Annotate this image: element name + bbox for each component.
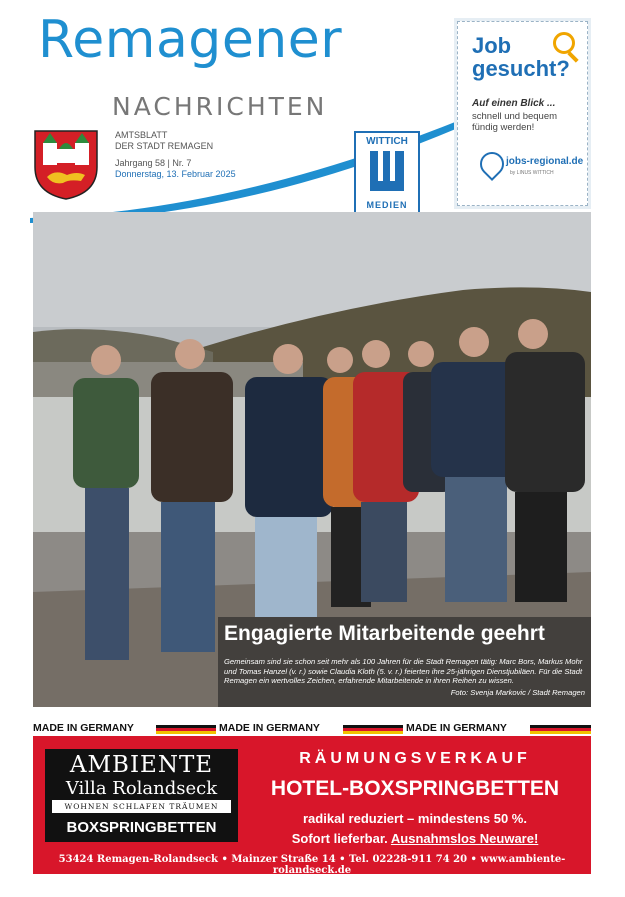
magnifier-icon [553, 32, 575, 54]
ambiente-logo-place: Villa Rolandseck [65, 778, 218, 799]
ambiente-logo-name: AMBIENTE [69, 752, 214, 778]
ad-subheadline: HOTEL-BOXSPRINGBETTEN [270, 777, 560, 800]
amtsblatt-label: AMTSBLATT [115, 130, 168, 140]
job-ad-headline-line2: gesucht? [472, 56, 570, 81]
german-flag-stripe [343, 725, 403, 734]
wittich-label: WITTICH [366, 136, 408, 147]
made-in-germany-3: MADE IN GERMANY [406, 722, 507, 734]
ad-headline: RÄUMUNGSVERKAUF [299, 750, 531, 767]
made-in-germany-2: MADE IN GERMANY [219, 722, 320, 734]
photo-credit: Foto: Svenja Markovic / Stadt Remagen [450, 688, 585, 697]
newspaper-title: Remagener [38, 10, 343, 70]
job-ad-kicker: Auf einen Blick ... [472, 98, 556, 109]
ad-delivery-text: Sofort lieferbar. [291, 831, 388, 846]
german-flag-stripe [530, 725, 591, 734]
job-ad-headline-line1: Job [472, 33, 512, 58]
ad-address: 53424 Remagen-Rolandseck • Mainzer Straße 14 • Tel. 02228-911 74 20 • www.ambiente-rolandseck.de [58, 854, 566, 876]
job-ad-body: schnell und bequem fündig werden! [472, 111, 558, 133]
article-headline: Engagierte Mitarbeitende geehrt [224, 622, 545, 645]
issue-number: Jahrgang 58 | Nr. 7 [115, 158, 192, 168]
wittich-mark-icon [370, 151, 404, 191]
job-ad-site-link[interactable]: jobs-regional.de [506, 156, 584, 167]
job-ad-box[interactable] [457, 21, 588, 206]
ad-offer: radikal reduziert – mindestens 50 %. [303, 811, 527, 826]
german-flag-stripe [156, 725, 216, 734]
job-ad-byline: by LINUS WITTICH [510, 170, 554, 176]
masthead-meta [115, 130, 236, 180]
medien-label: MEDIEN [366, 200, 408, 210]
wittich-medien-logo [354, 131, 420, 215]
coat-of-arms-icon [33, 129, 99, 201]
location-pin-icon [475, 147, 509, 181]
newspaper-subtitle: NACHRICHTEN [112, 92, 328, 121]
made-in-germany-1: MADE IN GERMANY [33, 722, 134, 734]
ambiente-logo-tagline: WOHNEN SCHLAFEN TRÄUMEN [52, 800, 231, 813]
ambiente-logo-product: BOXSPRINGBETTEN [66, 819, 217, 836]
article-caption: Gemeinsam sind sie schon seit mehr als 100 Jahren für die Stadt Remagen tätig: Marc Bors, Markus Mohr und Tomas Hanzel (v. r.) sowie Claudia Kloth (5. v. r.) feierten ihre 25-jährigen Dienstjubiläen. Für die Stadt Remagen ein wertvolles Zeichen, erfahrende Mitarbeitende in ihren Reihen zu wissen. [224, 657, 583, 685]
issue-date: Donnerstag, 13. Februar 2025 [115, 169, 236, 179]
amtsblatt-city: DER STADT REMAGEN [115, 141, 214, 151]
ad-delivery-note: Ausnahmslos Neuware! [390, 831, 539, 846]
ad-delivery [250, 831, 580, 846]
